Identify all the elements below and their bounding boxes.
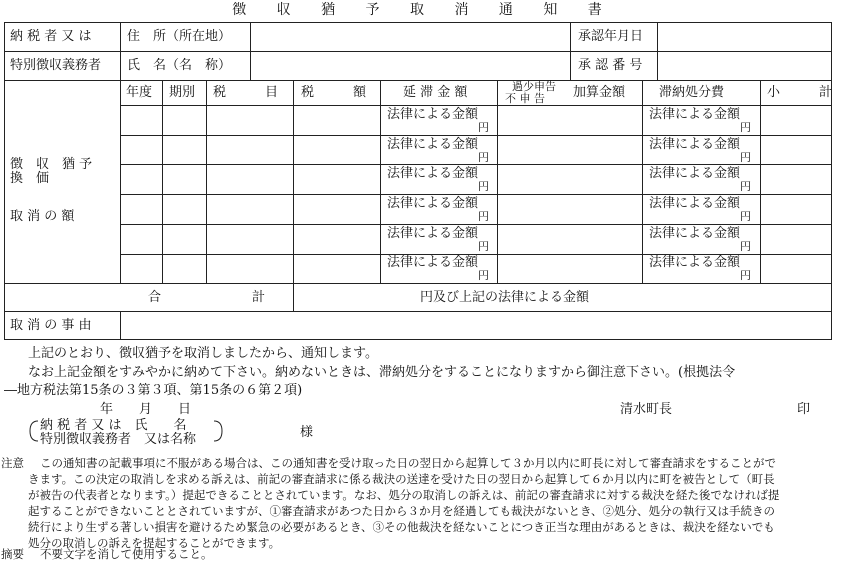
fee-yen: 円 [740, 180, 751, 193]
late-fee-legal: 法律による金額 [387, 255, 479, 270]
document-title: 徴 収 猶 予 取 消 通 知 書 [232, 2, 615, 18]
cancel-block-line3: 取 消 の 額 [10, 209, 75, 224]
fee-legal: 法律による金額 [649, 255, 741, 270]
body-line-2: なお上記金額をすみやかに納めて下さい。納めないときは、滞納処分をすることになりますから御注意下さい。(根拠法令 [28, 365, 736, 380]
fee-yen: 円 [740, 269, 751, 282]
fee-yen: 円 [740, 121, 751, 134]
col-no-report: 不 申 告 [505, 92, 545, 105]
total-label-2: 計 [252, 290, 266, 305]
total-text: 円及び上記の法律による金額 [420, 290, 590, 305]
notes-label: 注意 [1, 456, 24, 470]
note-line-3: が被告の代表者となります。）提起できることとされています。なお、処分の取消しの訴えは、前記の審査請求に対する裁決を経た後でなければ提 [28, 488, 780, 502]
addressee-line-2: 特別徴収義務者 又は名称 [40, 432, 197, 447]
col-subtotal: 小 計 [767, 85, 833, 100]
late-fee-yen: 円 [478, 269, 489, 282]
note-line-1: この通知書の記載事項に不服がある場合は、この通知書を受け取った日の翌日から起算して３か月以内に町長に対して審査請求をすることがで [40, 456, 776, 470]
address-label: 住 所（所在地） [127, 29, 232, 44]
total-label-1: 合 [148, 290, 162, 305]
body-line-1: 上記のとおり、徴収猶予を取消しましたから、通知します。 [28, 346, 378, 361]
approval-date-label: 承認年月日 [578, 29, 644, 44]
fee-legal: 法律による金額 [649, 166, 741, 181]
late-fee-legal: 法律による金額 [387, 196, 479, 211]
honorific: 様 [300, 425, 314, 440]
cancel-block-line1: 徴 収 猶 予 [10, 157, 93, 172]
fee-yen: 円 [740, 240, 751, 253]
approval-number-label: 承 認 番 号 [578, 58, 643, 73]
col-additional-tax: 加算金額 [573, 85, 626, 100]
fee-yen: 円 [740, 151, 751, 164]
late-fee-legal: 法律による金額 [387, 107, 479, 122]
note-line-2: きます。この決定の取消しを求める訴えは、前記の審査請求に係る裁決の送達を受けた日の翌日から起算して６か月以内に町を被告として（町長 [28, 472, 775, 486]
late-fee-yen: 円 [478, 151, 489, 164]
taxpayer-label: 納 税 者 又 は [10, 29, 92, 44]
note-line-5: 続行により生ずる著しい損害を避けるため緊急の必要があるとき、③その他裁決を経ないことにつき正当な理由があるときは、裁決を経ないでも [28, 520, 775, 534]
summary-label: 摘要 [1, 547, 24, 561]
issue-date: 年 月 日 [100, 402, 192, 417]
col-tax-amount: 税 額 [301, 85, 367, 100]
fee-yen: 円 [740, 210, 751, 223]
late-fee-yen: 円 [478, 240, 489, 253]
late-fee-yen: 円 [478, 210, 489, 223]
late-fee-legal: 法律による金額 [387, 226, 479, 241]
col-period: 期別 [169, 85, 196, 100]
seal-mark: 印 [797, 402, 811, 417]
addressee-line-1: 納 税 者 又 は 氏 名 [40, 418, 187, 433]
col-year: 年度 [126, 85, 153, 100]
cancel-block-line2: 換 価 [10, 171, 50, 186]
late-fee-yen: 円 [478, 180, 489, 193]
late-fee-yen: 円 [478, 121, 489, 134]
late-fee-legal: 法律による金額 [387, 166, 479, 181]
summary-text: 不要文字を消して使用すること。 [40, 547, 213, 561]
mayor-name: 清水町長 [620, 402, 673, 417]
note-line-6: 処分の取消しの訴えを提起することができます。 [28, 536, 281, 550]
col-delinquency-fee: 滞納処分費 [659, 85, 725, 100]
late-fee-legal: 法律による金額 [387, 137, 479, 152]
fee-legal: 法律による金額 [649, 226, 741, 241]
fee-legal: 法律による金額 [649, 107, 741, 122]
col-late-fee: 延 滞 金 額 [403, 85, 468, 100]
col-underreport: 過少申告 [512, 80, 556, 93]
name-label: 氏 名（名 称） [127, 58, 232, 73]
fee-legal: 法律による金額 [649, 137, 741, 152]
reason-label: 取 消 の 事 由 [10, 318, 92, 333]
fee-legal: 法律による金額 [649, 196, 741, 211]
note-line-4: 起することができないこととされていますが、①審査請求があつた日から３か月を経過しても裁決がないとき、②処分、処分の執行又は手続きの [28, 504, 776, 518]
body-line-3: ―地方税法第15条の３第３項、第15条の６第２項) [4, 383, 303, 398]
special-collector-label: 特別徴収義務者 [10, 58, 102, 73]
col-tax-item: 税 目 [213, 85, 279, 100]
